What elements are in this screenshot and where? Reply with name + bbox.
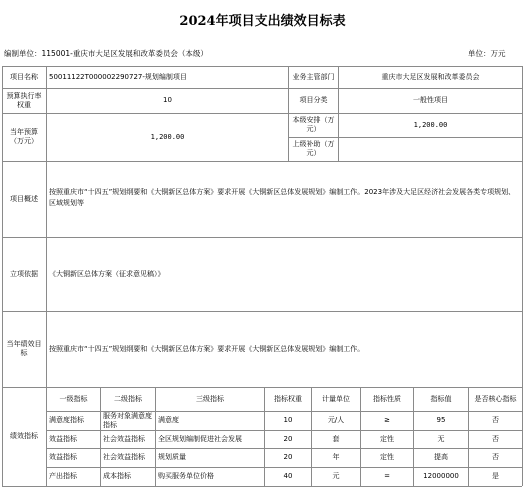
table-cell: 元	[332, 472, 340, 480]
year-budget-value: 1,200.00	[150, 132, 185, 141]
budget-weight-value: 10	[163, 96, 172, 104]
project-name-label: 项目名称	[10, 72, 38, 81]
subsidy-label: 上级补助（万元）	[292, 140, 335, 157]
indicators-label: 绩效指标	[10, 432, 38, 440]
budget-weight-label: 预算执行率权重	[6, 91, 42, 109]
unit-row	[4, 48, 208, 59]
table-cell: 效益指标	[49, 453, 77, 461]
table-cell: 20	[283, 453, 293, 461]
goal-label: 当年绩效目标	[6, 340, 42, 357]
table-cell: 是	[492, 472, 499, 480]
table-cell: 95	[436, 416, 446, 424]
table-cell: 规划质量	[158, 453, 186, 461]
table-cell: 元/人	[327, 416, 345, 424]
overview-text: 按照重庆市“十四五”规划纲要和《大铜新区总体方案》要求开展《大铜新区总体发展规划》编制工作。2023年涉及大足区经济社会发展各类专项规划、区域规划等	[49, 188, 516, 207]
table-cell: 套	[332, 434, 340, 443]
table-cell: 社会效益指标	[103, 434, 145, 443]
table-cell: 产出指标	[49, 472, 77, 480]
table-cell: 定性	[380, 453, 394, 461]
table-cell: 满意度	[158, 416, 179, 424]
indicator-header: 三级指标	[196, 394, 224, 403]
table-cell: 效益指标	[49, 434, 77, 443]
goal-text: 按照重庆市“十四五”规划纲要和《大铜新区总体方案》要求开展《大铜新区总体发展规划》编制工作。	[49, 344, 365, 353]
table-cell: 全区规划编制促进社会发展	[158, 434, 242, 443]
project-name-value: 50011122T000002290727-规划编制项目	[49, 72, 187, 81]
local-budget-label: 本级安排（万元）	[292, 116, 335, 133]
table-cell: =	[384, 472, 390, 480]
currency-unit: 单位：万元	[468, 49, 506, 58]
indicator-header: 计量单位	[322, 394, 350, 403]
year-budget-label: 当年预算（万元）	[10, 128, 38, 145]
indicator-header: 一级指标	[59, 394, 88, 403]
indicator-header: 二级指标	[114, 394, 142, 403]
table-cell: 40	[283, 472, 293, 480]
subsidy-value	[339, 137, 522, 161]
indicator-header: 指标值	[430, 394, 452, 403]
unit-label: 编制单位：	[4, 49, 42, 58]
table-cell: 年	[332, 453, 340, 461]
dept-value: 重庆市大足区发展和改革委员会	[381, 72, 480, 81]
table-cell: 10	[283, 416, 293, 424]
indicator-header: 指标性质	[373, 394, 401, 403]
indicator-header: 是否核心指标	[474, 394, 517, 403]
table-cell: 12000000	[423, 472, 459, 480]
local-budget-value: 1,200.00	[413, 120, 448, 129]
table-cell: 提高	[434, 453, 448, 461]
table-cell: 定性	[380, 434, 394, 443]
category-label: 项目分类	[299, 96, 328, 104]
basis-label: 立项依据	[10, 269, 38, 278]
page-title: 2024年项目支出绩效目标表	[179, 14, 346, 29]
basis-text: 《大铜新区总体方案（征求意见稿）》	[49, 269, 165, 278]
table-cell: 否	[492, 416, 499, 424]
table-cell: 无	[437, 434, 445, 443]
table-cell: 购买服务单位价格	[158, 472, 214, 480]
table-cell: 满意度指标	[49, 416, 84, 424]
table-cell: 否	[492, 434, 499, 443]
indicator-header: 指标权重	[274, 394, 302, 403]
table-cell: 20	[283, 434, 293, 443]
table-cell: 成本指标	[103, 472, 131, 480]
table-cell: 社会效益指标	[103, 453, 145, 461]
unit-value: 115001-重庆市大足区发展和改革委员会（本级）	[41, 49, 208, 58]
table-cell: ≥	[384, 416, 390, 424]
overview-label: 项目概述	[10, 194, 38, 203]
table-cell: 否	[492, 453, 499, 461]
category-value: 一般性项目	[413, 96, 448, 104]
table-cell: 服务对象满意度指标	[103, 411, 152, 429]
dept-label: 业务主管部门	[292, 72, 335, 81]
